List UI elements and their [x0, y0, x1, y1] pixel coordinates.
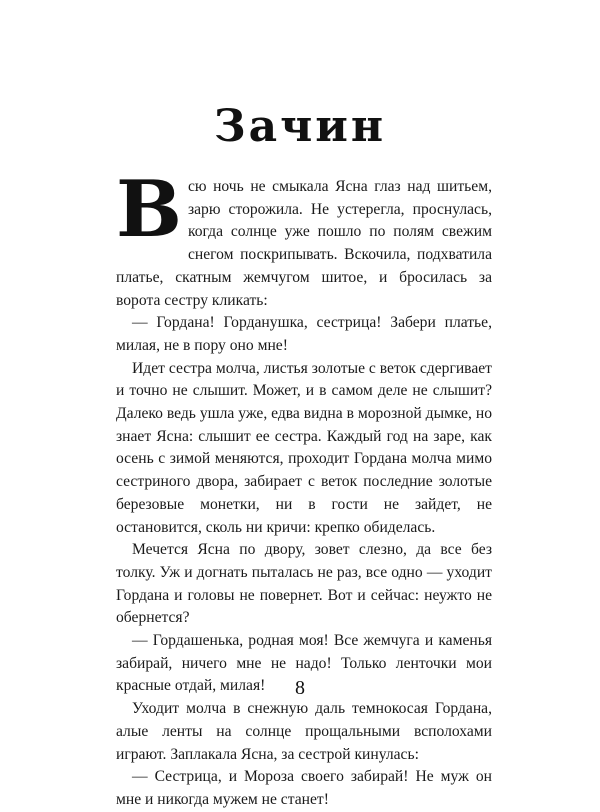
chapter-text [116, 164, 492, 812]
paragraph-7: — Сестрица, и Мороза своего забирай! Не муж он мне и никогда мужем не станет! [116, 768, 492, 808]
paragraph-3: Идет сестра молча, листья золотые с веток сдергивает и точно не слышит. Может, и в самом деле не слышит? Далеко ведь ушла уже, едва видна в морозной дымке, но знает Ясна: слышит ее сестра. Каждый год на заре, как осень с зимой меняются, проходит Гордана молча мимо сестриного двора, забирает с веток последние золотые березовые монетки, ни в гости не зайдет, не остановится, сколь ни кричи: крепко обиделась. [116, 359, 492, 536]
paragraph-1-text: сю ночь не смыкала Ясна глаз над шитьем, зарю сторожила. Не устерегла, проснулась, когда солнце уже пошло по полям свежим снегом поскрипывать. Вскочила, подхватила платье, скатным жемчугом шитое, и бросилась за ворота сестру кликать: [116, 178, 492, 309]
drop-cap: В [116, 164, 182, 255]
paragraph-2: — Гордана! Горданушка, сестрица! Забери платье, милая, не в пору оно мне! [116, 314, 492, 354]
paragraph-4: Мечется Ясна по двору, зовет слезно, да все без толку. Уж и догнать пыталась не раз, все одно — уходит Гордана и головы не повернет. Вот и сейчас: неужто не обернется? [116, 541, 492, 627]
page-number: 8 [295, 677, 305, 699]
paragraph-1 [116, 164, 492, 312]
paragraph-5: — Гордашенька, родная моя! Все жемчуга и каменья забирай, ничего мне не надо! Только ленточки мои красные отдай, милая! [116, 632, 492, 695]
chapter-title: Зачин [213, 101, 387, 152]
paragraph-6: Уходит молча в снежную даль темнокосая Гордана, алые ленты на солнце прощальными всполохами играют. Заплакала Ясна, за сестрой кинулась: [116, 700, 492, 763]
